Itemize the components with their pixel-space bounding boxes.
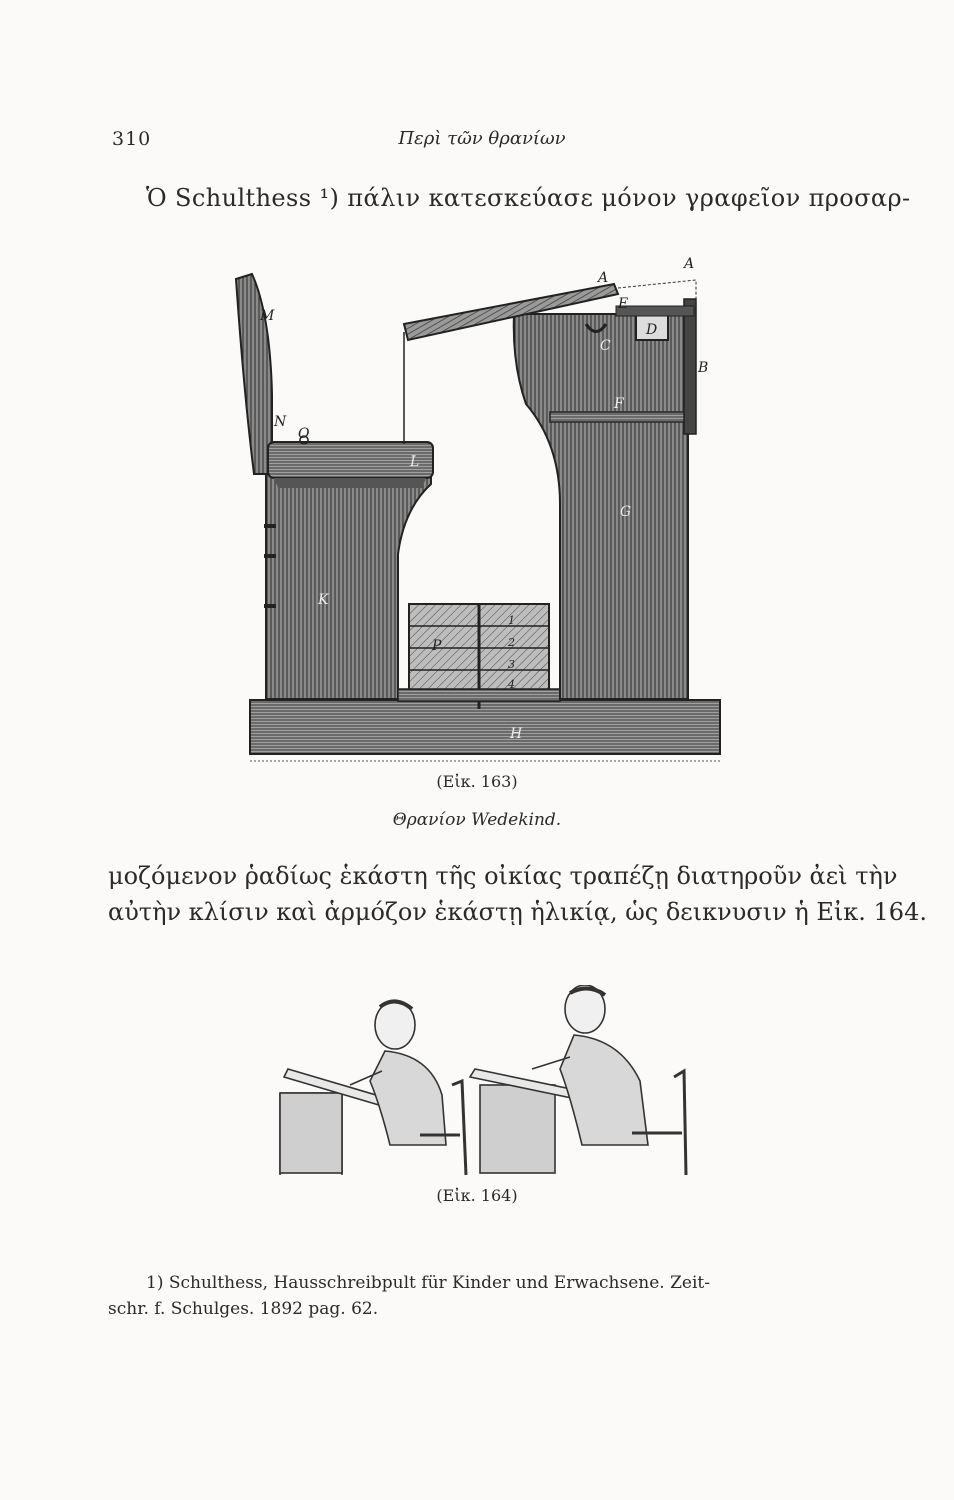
fig163-label-a2: A <box>684 256 695 272</box>
figure-163-subcaption: Θρανίον Wedekind. <box>392 810 562 830</box>
footnote-line: 1) Schulthess, Hausschreibpult für Kinder und Erwachsene. Zeit- <box>146 1273 710 1293</box>
fig163-label-b: B <box>698 360 709 376</box>
footnote <box>108 1270 848 1322</box>
fig163-label-n: N <box>274 414 287 430</box>
fig163-label-d: D <box>646 322 658 338</box>
fig163-drawer-1: 1 <box>508 614 515 627</box>
footnote-line: schr. f. Schulges. 1892 pag. 62. <box>108 1299 379 1319</box>
body-text-line: Ὁ Schulthess ¹) πάλιν κατεσκεύασε μόνον γραφεῖον προσαρ- <box>146 184 911 212</box>
figure-164-caption: (Εἰκ. 164) <box>436 1186 518 1205</box>
fig163-label-m: M <box>260 308 275 324</box>
page-header <box>112 128 852 156</box>
fig163-label-p: P <box>432 638 442 654</box>
figure-164-writers-illustration <box>270 985 710 1180</box>
paragraph-line: μοζόμενον ῥαδίως ἑκάστη τῆς οἰκίας τραπέζῃ διατηροῦν ἀεὶ τὴν <box>108 862 898 890</box>
fig163-label-g: G <box>620 504 632 520</box>
fig163-label-c: C <box>600 338 611 354</box>
fig163-label-o: O <box>298 426 310 442</box>
fig163-label-a1: A <box>598 270 609 286</box>
fig163-label-k: K <box>318 592 329 608</box>
fig163-drawer-4: 4 <box>508 678 515 691</box>
page-number: 310 <box>112 128 152 150</box>
fig163-label-f: F <box>614 396 624 412</box>
fig163-label-e: E <box>618 296 629 312</box>
paragraph <box>108 858 927 930</box>
figure-163-caption: (Εἰκ. 163) <box>436 772 518 791</box>
running-head: Περὶ τῶν θρανίων <box>398 128 566 149</box>
fig163-drawer-3: 3 <box>508 658 515 671</box>
fig163-drawer-2: 2 <box>508 636 515 649</box>
fig163-label-h: H <box>510 726 523 742</box>
figure-163-bench-illustration <box>226 254 736 764</box>
paragraph-line: αὐτὴν κλίσιν καὶ ἁρμόζον ἑκάστῃ ἡλικίᾳ, ὡς δεικνυσιν ἡ Εἰκ. 164. <box>108 898 927 926</box>
fig163-label-l: L <box>410 454 420 470</box>
